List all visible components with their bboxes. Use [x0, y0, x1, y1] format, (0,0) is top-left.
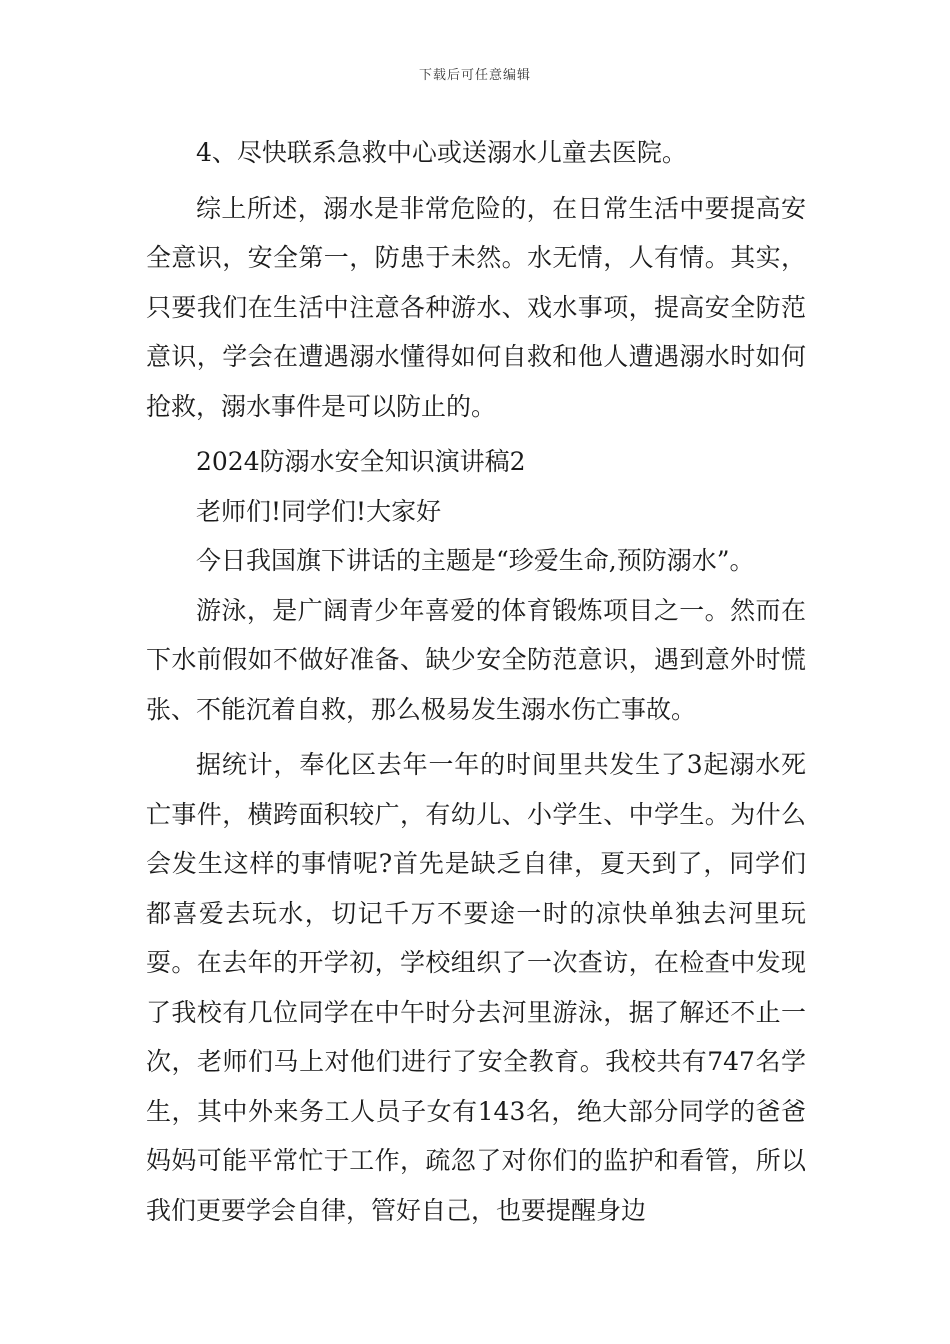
document-body: [146, 128, 806, 1235]
paragraph-theme: 今日我国旗下讲话的主题是“珍爱生命,预防溺水”。: [196, 546, 755, 575]
paragraph-1: 4、尽快联系急救中心或送溺水儿童去医院。: [196, 138, 687, 167]
header-note: 下载后可任意编辑: [418, 68, 531, 83]
section-title: 2024防溺水安全知识演讲稿2: [196, 447, 526, 476]
paragraph-2: 综上所述，溺水是非常危险的，在日常生活中要提高安全意识，安全第一，防患于未然。水无情，人有情。其实，只要我们在生活中注意各种游水、戏水事项，提高安全防范意识，学会在遭遇溺水懂得如何自救和他人遭遇溺水时如何抢救，溺水事件是可以防止的。: [146, 193, 806, 421]
greeting: 老师们!同学们!大家好: [196, 496, 442, 526]
paragraph-statistics: 据统计，奉化区去年一年的时间里共发生了3起溺水死亡事件，横跨面积较广，有幼儿、小学生、中学生。为什么会发生这样的事情呢?首先是缺乏自律，夏天到了，同学们都喜爱去玩水，切记千万不要途一时的凉快单独去河里玩耍。在去年的开学初，学校组织了一次查访，在检查中发现了我校有几位同学在中午时分去河里游泳，据了解还不止一次，老师们马上对他们进行了安全教育。我校共有747名学生，其中外来务工人员子女有143名，绝大部分同学的爸爸妈妈可能平常忙于工作，疏忽了对你们的监护和看管，所以我们更要学会自律，管好自己，也要提醒身边: [146, 750, 806, 1225]
paragraph-swimming: 游泳，是广阔青少年喜爱的体育锻炼项目之一。然而在下水前假如不做好准备、缺少安全防范意识，遇到意外时慌张、不能沉着自救，那么极易发生溺水伤亡事故。: [146, 595, 806, 724]
